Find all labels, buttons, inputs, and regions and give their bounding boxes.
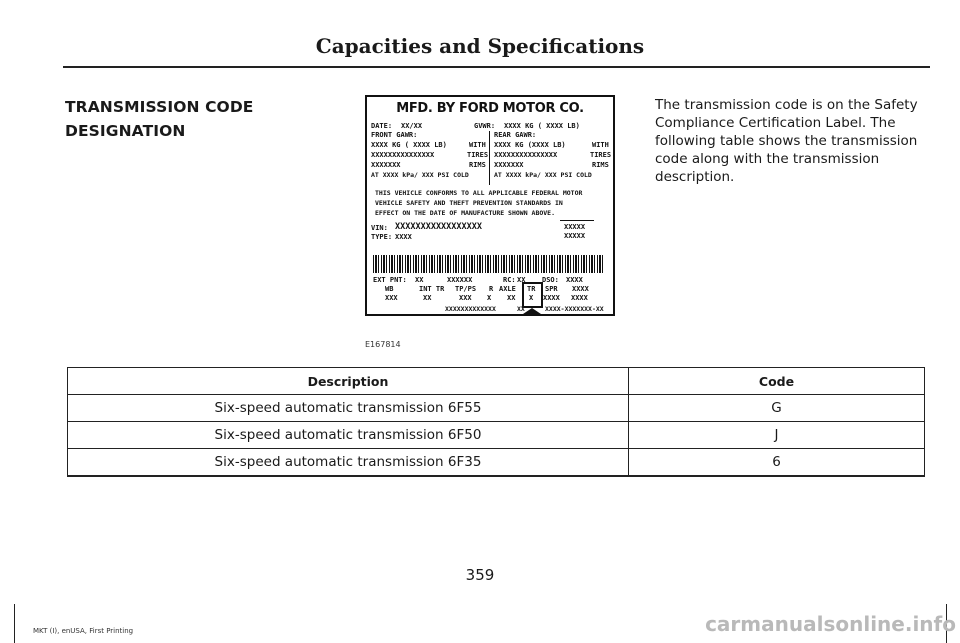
label-dso: DSO: (542, 276, 559, 284)
page-number: 359 (465, 566, 495, 584)
label-int-tr-value: XX (423, 294, 432, 302)
label-rear-rims: RIMS (592, 161, 609, 169)
body-paragraph: The transmission code is on the Safety Compliance Certification Label. The following table shows the transmission code along with the transmission description. (655, 97, 918, 185)
label-wb: WB (385, 285, 394, 293)
label-date-value: XX/XX (401, 122, 423, 130)
label-spr: SPR (545, 285, 558, 293)
label-box-rule (560, 220, 594, 221)
label-rear-weight: XXXX KG (XXXX LB) (494, 141, 566, 149)
label-bottom-xx: XX (517, 305, 525, 313)
label-manufacturer: MFD. BY FORD MOTOR CO. (396, 101, 584, 116)
header-description: Description (68, 368, 629, 395)
label-bottom-long: XXXX-XXXXXXX-XX (545, 305, 604, 313)
table-row (68, 449, 925, 477)
label-conformity-line3: EFFECT ON THE DATE OF MANUFACTURE SHOWN ABOVE. (375, 209, 556, 217)
label-front-with: WITH (469, 141, 486, 149)
label-bottom-code: XXXXXXXXXXXXX (445, 305, 496, 313)
page-header-title: Capacities and Specifications (315, 34, 645, 58)
certification-label-illustration (365, 95, 615, 320)
label-front-gawr: FRONT GAWR: (371, 131, 418, 139)
label-r: R (489, 285, 494, 293)
label-box-line1: XXXXX (564, 223, 586, 231)
footer-edition: MKT (I), enUSA, First Printing (33, 627, 134, 635)
image-code: E167814 (365, 340, 401, 349)
arrow-up-icon (517, 308, 547, 316)
label-front-code1: XXXXXXXXXXXXXXX (371, 151, 435, 159)
label-axle-value: XX (507, 294, 516, 302)
label-front-pressure: AT XXXX kPa/ XXX PSI COLD (371, 171, 469, 179)
label-front-weight: XXXX KG ( XXXX LB) (371, 141, 447, 149)
label-front-rims: RIMS (469, 161, 486, 169)
label-vin: VIN: (371, 224, 388, 232)
row-description: Six-speed automatic transmission 6F35 (68, 449, 629, 477)
section-heading-line1: TRANSMISSION CODE (65, 98, 254, 116)
label-ext-code: XXXXXX (447, 276, 473, 284)
row-description: Six-speed automatic transmission 6F50 (68, 422, 629, 449)
section-heading-line2: DESIGNATION (65, 122, 186, 140)
label-tp-ps: TP/PS (455, 285, 477, 293)
label-gvwr-value: XXXX KG ( XXXX LB) (504, 122, 580, 130)
crop-mark-left (14, 604, 15, 643)
label-type-value: XXXX (395, 233, 412, 241)
row-code: G (629, 395, 925, 422)
transmission-code-highlight (522, 282, 543, 308)
transmission-code-table (67, 367, 925, 477)
label-front-tires: TIRES (467, 151, 489, 159)
label-rc: RC: (503, 276, 516, 284)
label-box-line2: XXXXX (564, 232, 586, 240)
certification-label (365, 95, 615, 316)
label-front-code2: XXXXXXX (371, 161, 401, 169)
row-code: 6 (629, 449, 925, 477)
label-rc-value: XX (517, 276, 526, 284)
label-tr-value: X (529, 294, 534, 302)
table-header-row (68, 368, 925, 395)
label-type: TYPE: (371, 233, 393, 241)
table-row (68, 422, 925, 449)
label-conformity-line2: VEHICLE SAFETY AND THEFT PREVENTION STANDARDS IN (375, 199, 563, 207)
watermark: carmanualsonline.info (705, 612, 956, 636)
row-code: J (629, 422, 925, 449)
label-gvwr: GVWR: (474, 122, 496, 130)
label-r-value: X (487, 294, 492, 302)
label-rear-tires: TIRES (590, 151, 612, 159)
label-axle: AXLE (499, 285, 516, 293)
label-spr-value: XXXX (572, 285, 589, 293)
label-wb-value: XXX (385, 294, 398, 302)
label-date: DATE: (371, 122, 393, 130)
label-tp-ps-value: XXX (459, 294, 472, 302)
label-vin-value: XXXXXXXXXXXXXXXXX (395, 222, 482, 232)
header-code: Code (629, 368, 925, 395)
label-barcode (373, 255, 605, 273)
row-description: Six-speed automatic transmission 6F55 (68, 395, 629, 422)
label-rear-pressure: AT XXXX kPa/ XXX PSI COLD (494, 171, 592, 179)
label-tr: TR (527, 285, 536, 293)
label-rear-code1: XXXXXXXXXXXXXXX (494, 151, 558, 159)
label-conformity-line1: THIS VEHICLE CONFORMS TO ALL APPLICABLE FEDERAL MOTOR (375, 189, 583, 197)
label-rear-gawr: REAR GAWR: (494, 131, 537, 139)
label-dso-value: XXXX (566, 276, 583, 284)
label-spr-value2: XXXX (543, 294, 560, 302)
label-ext-pnt-value: XX (415, 276, 424, 284)
label-ext-pnt: EXT PNT: (373, 276, 407, 284)
label-divider (489, 131, 490, 185)
label-spr-value3: XXXX (571, 294, 588, 302)
label-rear-code2: XXXXXXX (494, 161, 524, 169)
table-row (68, 395, 925, 422)
label-int-tr: INT TR (419, 285, 445, 293)
header-rule (63, 66, 930, 68)
label-rear-with: WITH (592, 141, 609, 149)
